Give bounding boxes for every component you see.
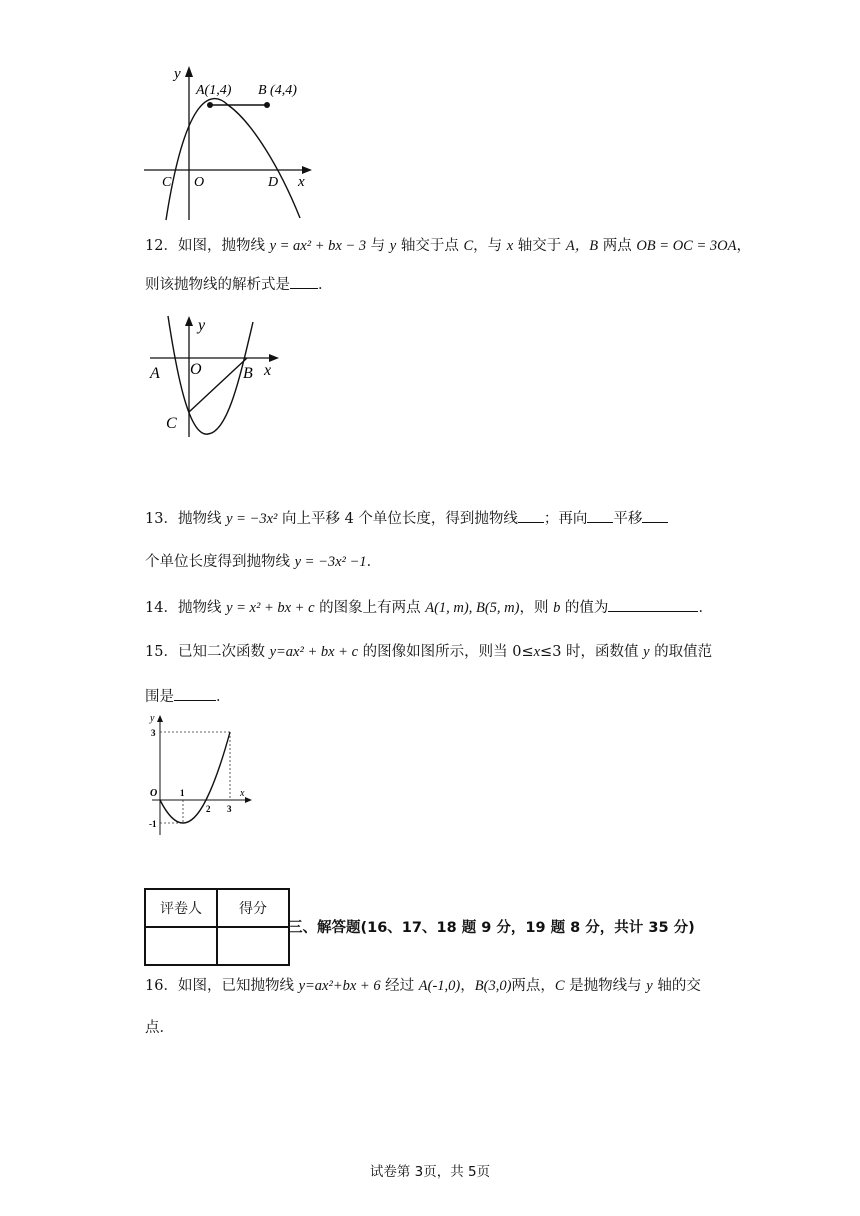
question-16-line2: 点． (145, 1020, 174, 1036)
label-c: C (162, 175, 172, 190)
question-13-line1: 13．抛物线 y = −3x² 向上平移 4 个单位长度，得到抛物线 ；再向 平移 (145, 508, 668, 529)
x-axis-arrow (245, 797, 252, 803)
parabola-curve (168, 316, 253, 434)
grader-header: 评卷人 (145, 889, 217, 927)
y-label: y (198, 317, 206, 334)
page-footer: 试卷第 3页，共 5页 (369, 1164, 491, 1180)
label-a: A (150, 365, 160, 382)
x-axis-arrow (269, 354, 279, 362)
grading-table (144, 888, 290, 966)
section-heading: 三、解答题(16、17、18 题 9 分，19 题 8 分，共计 35 分) (288, 920, 695, 936)
figure-parabola-abc (140, 312, 290, 442)
answer-blank[interactable] (290, 274, 318, 289)
label-o: O (190, 361, 202, 378)
figure-parabola-ab (130, 58, 320, 223)
y-tick-minus1: -1 (149, 819, 157, 829)
y-axis-arrow (185, 316, 193, 326)
question-12-line2: 则该抛物线的解析式是 ． (145, 274, 333, 295)
x-label: x (298, 174, 305, 190)
answer-blank[interactable] (642, 508, 668, 523)
y-label: y (174, 66, 181, 82)
y-axis-arrow (157, 715, 163, 722)
tick-1: 1 (180, 788, 185, 798)
x-label: x (264, 362, 272, 379)
question-16-line1: 16．如图，已知抛物线 y=ax²+bx + 6 经过 A(-1,0)，B(3,0)两点，C 是抛物线与 y 轴的交 (145, 978, 701, 994)
y-axis-arrow (185, 66, 193, 77)
tick-2: 2 (206, 804, 211, 814)
label-b: B (243, 365, 253, 382)
x-axis-arrow (302, 166, 312, 174)
score-cell[interactable] (217, 927, 289, 965)
answer-blank[interactable] (587, 508, 613, 523)
y-tick-3: 3 (151, 728, 156, 738)
answer-blank[interactable] (518, 508, 544, 523)
grader-cell[interactable] (145, 927, 217, 965)
figure-quadratic-graph (140, 710, 260, 840)
parabola-curve (160, 732, 230, 823)
question-15-line2: 围是 ． (145, 686, 231, 707)
question-14: 14．抛物线 y = x² + bx + c 的图象上有两点 A(1, m), B(5, m)，则 b 的值为 ． (145, 597, 713, 618)
answer-blank[interactable] (608, 597, 698, 612)
label-c: C (166, 415, 177, 432)
label-o: O (150, 788, 158, 799)
y-label: y (150, 713, 155, 724)
parabola-curve (166, 99, 300, 220)
question-13-line2: 个单位长度得到抛物线 y = −3x² −1． (145, 554, 382, 570)
point-b (264, 102, 270, 108)
label-b: B (4,4) (258, 83, 297, 98)
question-15-line1: 15．已知二次函数 y=ax² + bx + c 的图像如图所示，则当 0≤x≤3 时，函数值 y 的取值范 (145, 644, 713, 660)
score-header: 得分 (217, 889, 289, 927)
x-label: x (240, 788, 245, 799)
tick-3: 3 (227, 804, 232, 814)
label-a: A(1,4) (196, 83, 232, 98)
point-a (207, 102, 213, 108)
answer-blank[interactable] (174, 686, 216, 701)
label-o: O (194, 175, 205, 190)
label-d: D (268, 175, 279, 190)
question-12-line1: 12．如图，抛物线 y = ax² + bx − 3 与 y 轴交于点 C，与 x 轴交于 A，B 两点 OB = OC = 3OA， (145, 238, 751, 254)
